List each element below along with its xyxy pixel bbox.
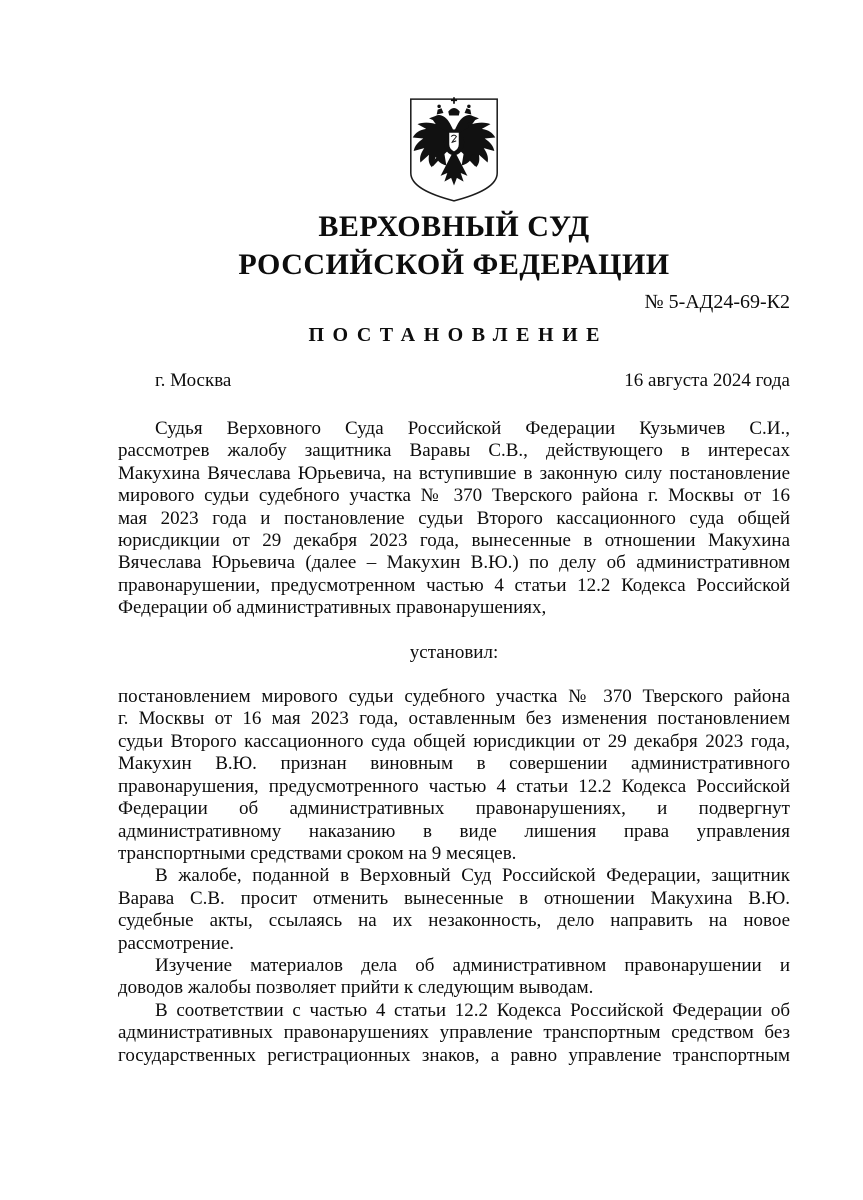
paragraph-line: административных правонарушениях управление транспортным средством без — [118, 1022, 790, 1044]
paragraph-line: Федерации об административных правонарушениях, — [118, 597, 547, 619]
paragraph-line: Варава С.В. просит отменить вынесенные в отношении Макухина В.Ю. — [118, 887, 790, 909]
date-label: 16 августа 2024 года — [624, 370, 790, 391]
content-column — [118, 96, 790, 1067]
paragraph-line: юрисдикции от 29 декабря 2023 года, вынесенные в отношении Макухина — [118, 530, 790, 552]
place-date-row — [118, 370, 790, 392]
russia-coat-of-arms-icon — [406, 96, 502, 204]
paragraph-line: государственных регистрационных знаков, а равно управление транспортным — [118, 1044, 790, 1066]
paragraph-line: Вячеслава Юрьевича (далее – Макухин В.Ю.) по делу об административном — [118, 552, 790, 574]
intro-section — [118, 418, 790, 620]
paragraph-line: мирового судьи судебного участка № 370 Тверского района г. Москвы от 16 — [118, 485, 790, 507]
paragraph — [118, 1000, 790, 1067]
paragraph — [118, 686, 790, 865]
paragraph-line: рассмотрев жалобу защитника Варавы С.В., действующего в интересах — [118, 440, 790, 462]
paragraph-line: г. Москвы от 16 мая 2023 года, оставленным без изменения постановлением — [118, 708, 790, 730]
paragraph-line: Федерации об административных правонарушениях, и подвергнут — [118, 798, 790, 820]
court-name — [118, 208, 790, 284]
document-body — [118, 418, 790, 1067]
case-number: № 5-АД24-69-К2 — [644, 291, 790, 313]
paragraph-line: судебные акты, ссылаясь на их незаконность, дело направить на новое — [118, 910, 790, 932]
document-title — [118, 322, 790, 348]
paragraph-line: Судья Верховного Суда Российской Федерации Кузьмичев С.И., — [155, 418, 790, 439]
paragraph-line: Макухин В.Ю. признан виновным в совершении административного — [118, 753, 790, 775]
paragraph — [118, 865, 790, 955]
paragraph-line: В жалобе, поданной в Верховный Суд Российской Федерации, защитник — [155, 865, 790, 887]
paragraph-line: Макухина Вячеслава Юрьевича, на вступившие в законную силу постановление — [118, 462, 790, 484]
paragraph-line: мая 2023 года и постановление судьи Второго кассационного суда общей — [118, 507, 790, 529]
paragraph-line: рассмотрение. — [118, 932, 235, 954]
paragraph — [118, 955, 790, 1000]
court-name-line2: РОССИЙСКОЙ ФЕДЕРАЦИИ — [238, 248, 670, 281]
resolution-word: установил: — [409, 641, 499, 663]
main-section — [118, 686, 790, 1067]
emblem-container — [118, 96, 790, 206]
paragraph-line: Изучение материалов дела об административном правонарушении и — [155, 954, 790, 976]
paragraph-line: административному наказанию в виде лишения права управления — [118, 820, 790, 842]
court-name-line1: ВЕРХОВНЫЙ СУД — [318, 210, 590, 243]
paragraph-line: доводов жалобы позволяет прийти к следующим выводам. — [118, 977, 594, 999]
paragraph-line: постановлением мирового судьи судебного участка № 370 Тверского района — [118, 686, 790, 708]
paragraph-line: судьи Второго кассационного суда общей юрисдикции от 29 декабря 2023 года, — [118, 730, 790, 752]
document-title-text: ПОСТАНОВЛЕНИЕ — [308, 324, 608, 346]
place-label: г. Москва — [155, 370, 232, 391]
paragraph-line: правонарушении, предусмотренном частью 4 статьи 12.2 Кодекса Российской — [118, 574, 790, 596]
paragraph-line: В соответствии с частью 4 статьи 12.2 Кодекса Российской Федерации об — [155, 999, 790, 1021]
paragraph-line: правонарушения, предусмотренного частью 4 статьи 12.2 Кодекса Российской — [118, 775, 790, 797]
paragraph-line: транспортными средствами сроком на 9 месяцев. — [118, 842, 517, 864]
paragraph — [118, 418, 790, 620]
